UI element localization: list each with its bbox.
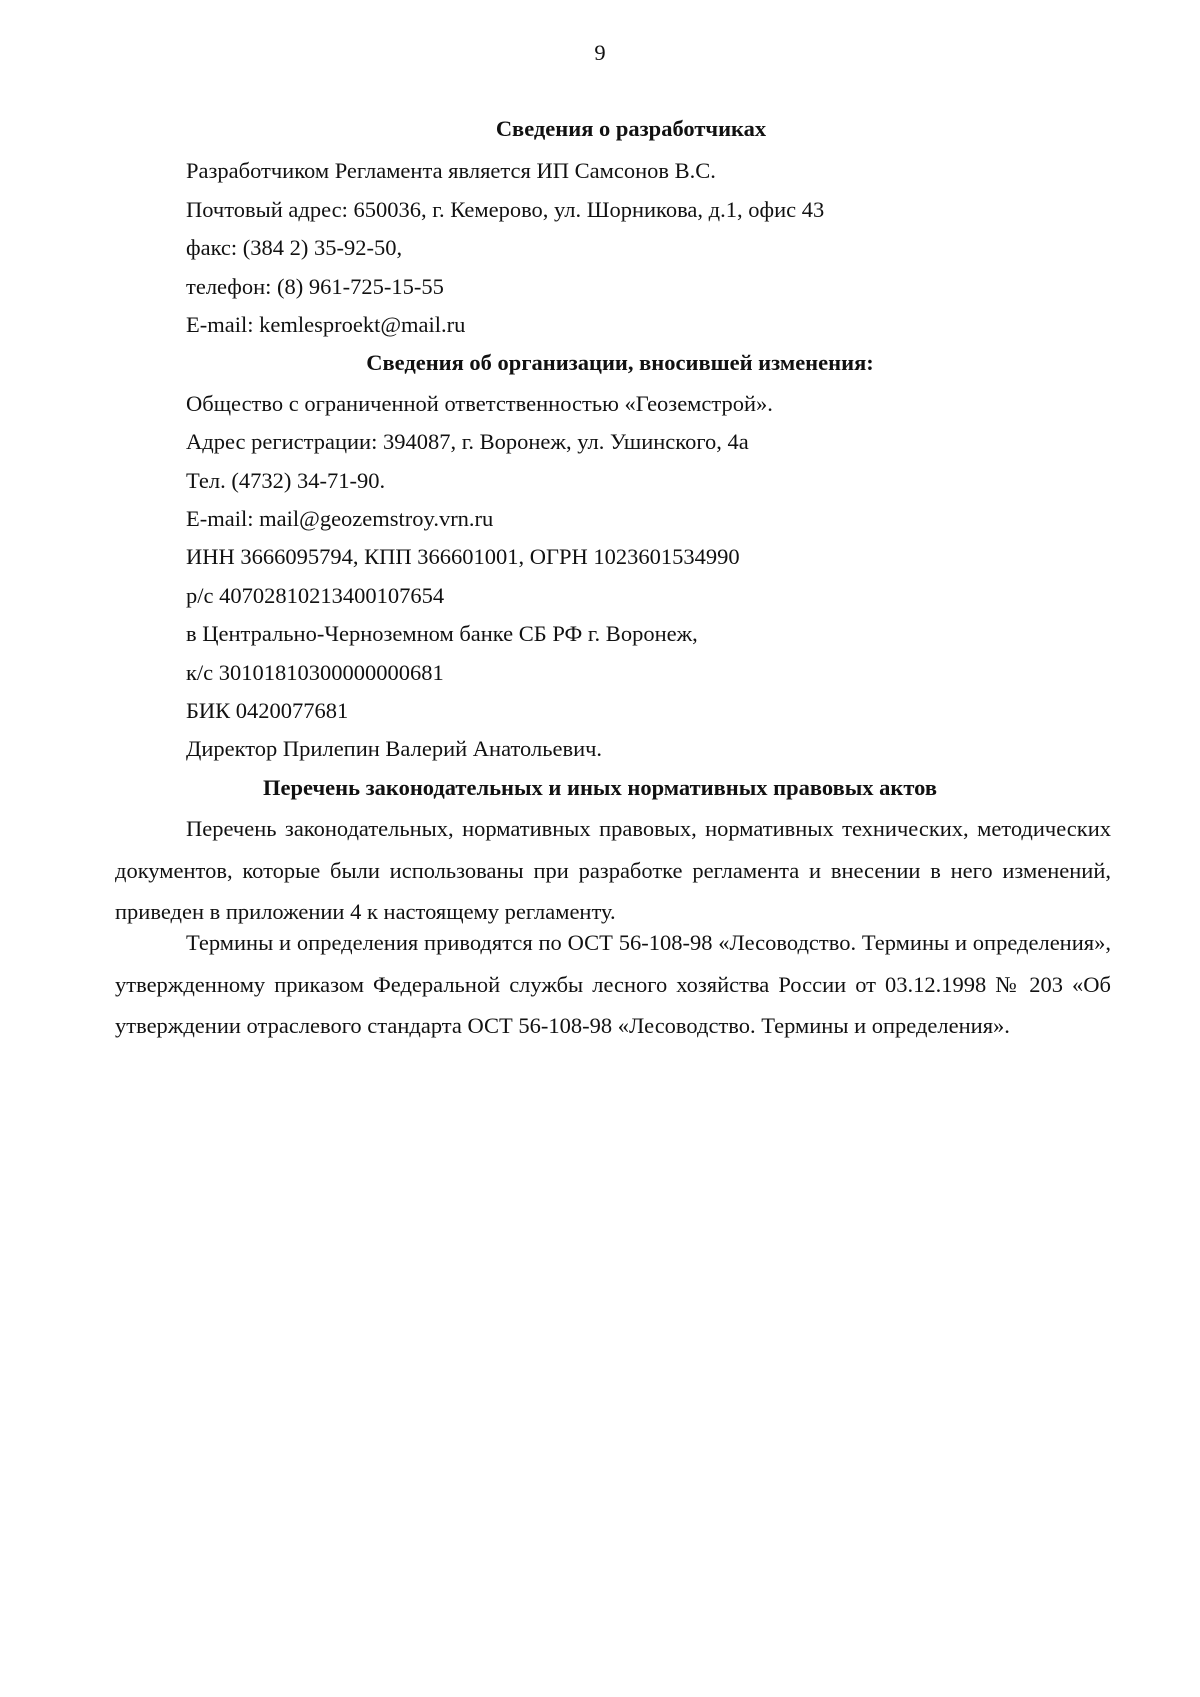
organization-phone-line: Тел. (4732) 34-71-90. [186,468,386,493]
acts-paragraph-1 [115,808,1111,933]
bik-line: БИК 0420077681 [186,698,349,723]
acts-paragraph-2 [115,922,1111,1047]
phone-line: телефон: (8) 961-725-15-55 [186,274,444,299]
acts-paragraph-1-text: Перечень законодательных, нормативных правовых, нормативных технических, методических документов, которые были использованы при разработке регламента и внесении в него изменений, приведен в приложении 4 к настоящему регламенту. [115,816,1111,924]
developer-line: Разработчиком Регламента является ИП Самсонов В.С. [186,158,716,183]
developers-heading: Сведения о разработчиках [495,116,767,141]
organization-name-line: Общество с ограниченной ответственностью «Геоземстрой». [186,391,773,416]
organization-heading: Сведения об организации, вносившей изменения: [366,350,874,375]
page-number: 9 [594,40,606,65]
bank-line: в Центрально-Черноземном банке СБ РФ г. Воронеж, [186,621,698,646]
settlement-account-line: р/с 40702810213400107654 [186,583,445,608]
postal-address-line: Почтовый адрес: 650036, г. Кемерово, ул. Шорникова, д.1, офис 43 [186,197,825,222]
acts-heading: Перечень законодательных и иных нормативных правовых актов [263,775,937,800]
registration-address-line: Адрес регистрации: 394087, г. Воронеж, ул. Ушинского, 4а [186,429,749,454]
tax-ids-line: ИНН 3666095794, КПП 366601001, ОГРН 1023601534990 [186,544,740,569]
fax-line: факс: (384 2) 35-92-50, [186,235,403,260]
director-line: Директор Прилепин Валерий Анатольевич. [186,736,603,761]
acts-paragraph-2-text: Термины и определения приводятся по ОСТ 56-108-98 «Лесоводство. Термины и определения», утвержденному приказом Федеральной службы лесного хозяйства России от 03.12.1998 № 203 «Об утверждении отраслевого стандарта ОСТ 56-108-98 «Лесоводство. Термины и определения». [115,930,1111,1038]
developer-email-line: E-mail: kemlesproekt@mail.ru [186,312,466,337]
organization-email-line: E-mail: mail@geozemstroy.vrn.ru [186,506,494,531]
correspondent-account-line: к/с 30101810300000000681 [186,660,444,685]
